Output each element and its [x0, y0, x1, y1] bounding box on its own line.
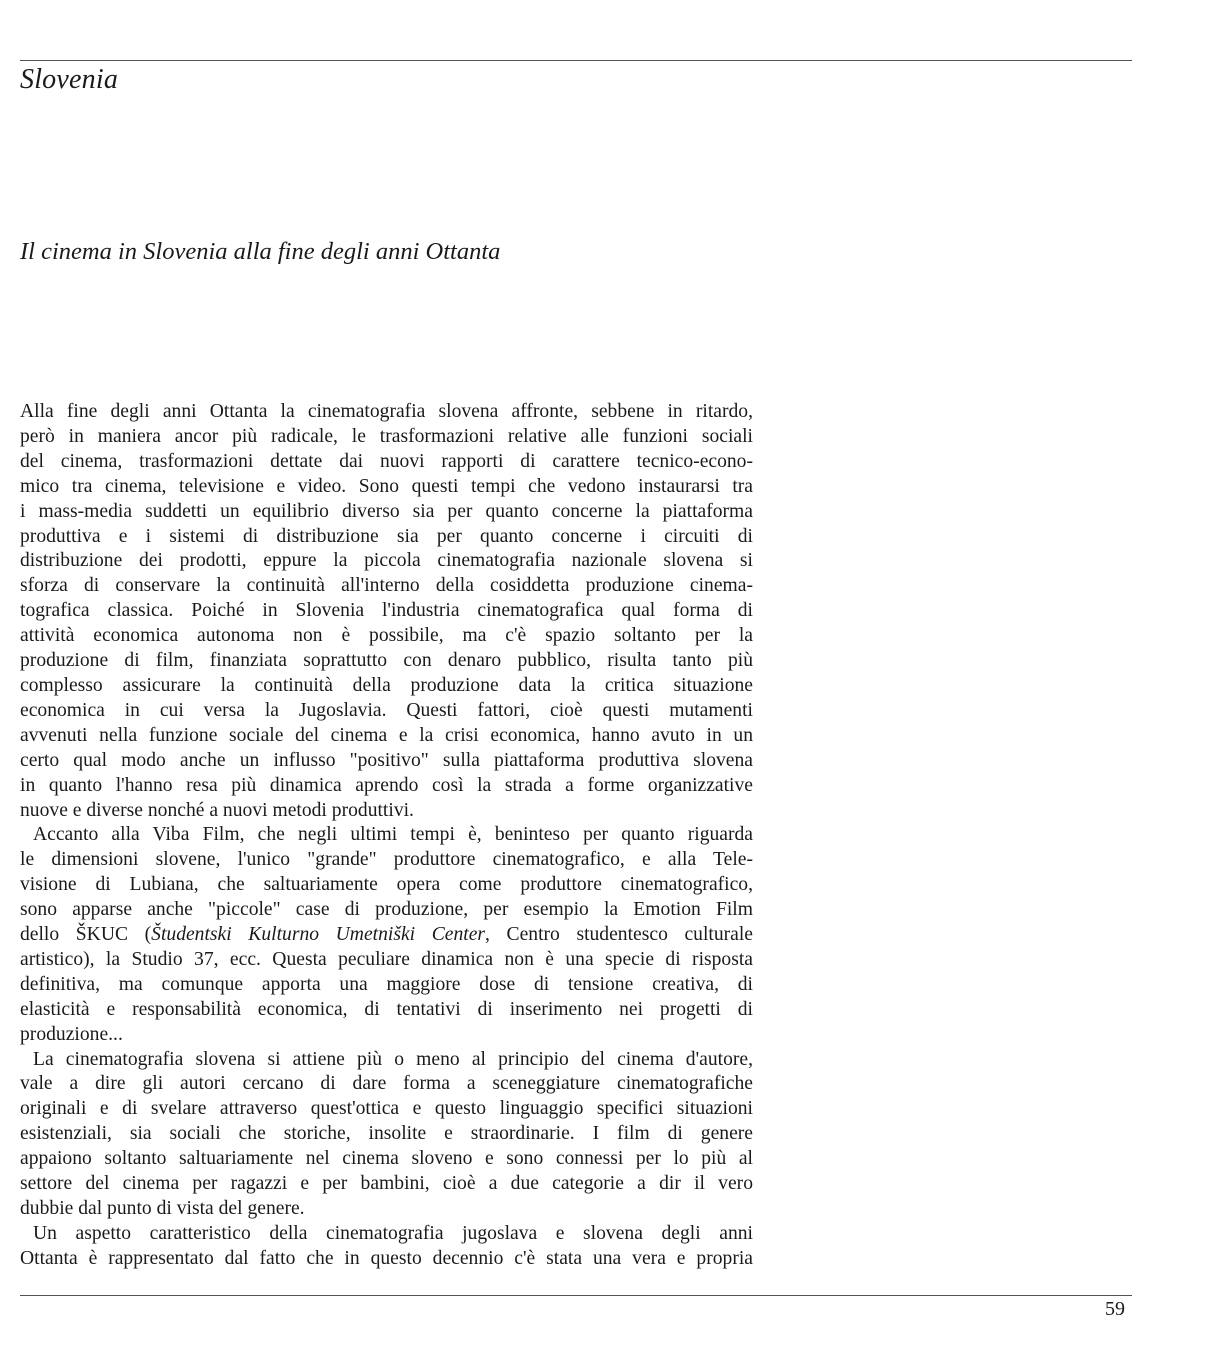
text-line: attività economica autonoma non è possibile, ma c'è spazio soltanto per la [20, 625, 753, 647]
text-line: distribuzione dei prodotti, eppure la piccola cinematografia nazionale slovena si [20, 550, 753, 572]
text-line: produttiva e i sistemi di distribuzione sia per quanto concerne i circuiti di [20, 525, 753, 547]
text-line: esistenziali, sia sociali che storiche, insolite e straordinarie. I film di genere [20, 1123, 753, 1145]
text-line: mico tra cinema, televisione e video. Sono questi tempi che vedono instaurarsi tra [20, 475, 753, 497]
text-line: visione di Lubiana, che saltuariamente opera come produttore cinematografico, [20, 874, 753, 896]
section-label: Slovenia [20, 64, 119, 95]
text-line: complesso assicurare la continuità della produzione data la critica situazione [20, 674, 753, 696]
bottom-rule [20, 1295, 1132, 1296]
text-line: sforza di conservare la continuità all'interno della cosiddetta produzione cinema- [20, 575, 753, 597]
text-line: produzione... [20, 1023, 123, 1045]
text-line: La cinematografia slovena si attiene più o meno al principio del cinema d'autore, [33, 1048, 753, 1070]
text-line: Un aspetto caratteristico della cinematografia jugoslava e slovena degli anni [33, 1222, 753, 1244]
text-line: nuove e diverse nonché a nuovi metodi produttivi. [20, 799, 414, 821]
text-line: dubbie dal punto di vista del genere. [20, 1198, 305, 1219]
text-line: economica in cui versa la Jugoslavia. Questi fattori, cioè questi mutamenti [20, 699, 753, 721]
text-line: originali e di svelare attraverso quest'ottica e questo linguaggio specifici situazioni [20, 1098, 753, 1120]
text-line: sono apparse anche "piccole" case di produzione, per esempio la Emotion Film [20, 899, 753, 921]
page-number: 59 [1105, 1298, 1125, 1320]
text-line: in quanto l'hanno resa più dinamica aprendo così la strada a forme organizzative [20, 774, 753, 796]
text-line: Accanto alla Viba Film, che negli ultimi tempi è, beninteso per quanto riguarda [33, 824, 753, 846]
text-line: definitiva, ma comunque apporta una maggiore dose di tensione creativa, di [20, 973, 753, 995]
text-line: le dimensioni slovene, l'unico "grande" produttore cinematografico, e alla Tele- [20, 849, 753, 871]
article-title: Il cinema in Slovenia alla fine degli anni Ottanta [20, 238, 501, 265]
text-line: tografica classica. Poiché in Slovenia l'industria cinematografica qual forma di [20, 600, 753, 622]
italic-term: Študentski Kulturno Umetniški Center [151, 924, 486, 946]
text-line: vale a dire gli autori cercano di dare forma a sceneggiature cinematografiche [20, 1073, 753, 1095]
text-line: Ottanta è rappresentato dal fatto che in questo decennio c'è stata una vera e propria [20, 1247, 753, 1269]
text-line: artistico), la Studio 37, ecc. Questa peculiare dinamica non è una specie di risposta [20, 948, 753, 970]
text-line: i mass-media suddetti un equilibrio diverso sia per quanto concerne la piattaforma [20, 500, 753, 522]
text-line: produzione di film, finanziata soprattutto con denaro pubblico, risulta tanto più [20, 650, 753, 672]
text-line: appaiono soltanto saltuariamente nel cinema sloveno e sono connessi per lo più al [20, 1148, 753, 1170]
article-body [20, 400, 753, 1272]
text-line: certo qual modo anche un influsso "positivo" sulla piattaforma produttiva slovena [20, 749, 753, 771]
text-line: settore del cinema per ragazzi e per bambini, cioè a due categorie a dir il vero [20, 1173, 753, 1195]
text-line: elasticità e responsabilità economica, di tentativi di inserimento nei progetti di [20, 998, 753, 1020]
text-line: però in maniera ancor più radicale, le trasformazioni relative alle funzioni sociali [20, 425, 753, 447]
top-rule [20, 60, 1132, 61]
text-line: dello ŠKUC (Študentski Kulturno Umetniški Center, Centro studentesco culturale [20, 924, 753, 946]
text-line: Alla fine degli anni Ottanta la cinematografia slovena affronte, sebbene in ritardo, [20, 401, 753, 422]
text-line: del cinema, trasformazioni dettate dai nuovi rapporti di carattere tecnico-econo- [20, 450, 753, 472]
text-line: avvenuti nella funzione sociale del cinema e la crisi economica, hanno avuto in un [20, 724, 753, 746]
